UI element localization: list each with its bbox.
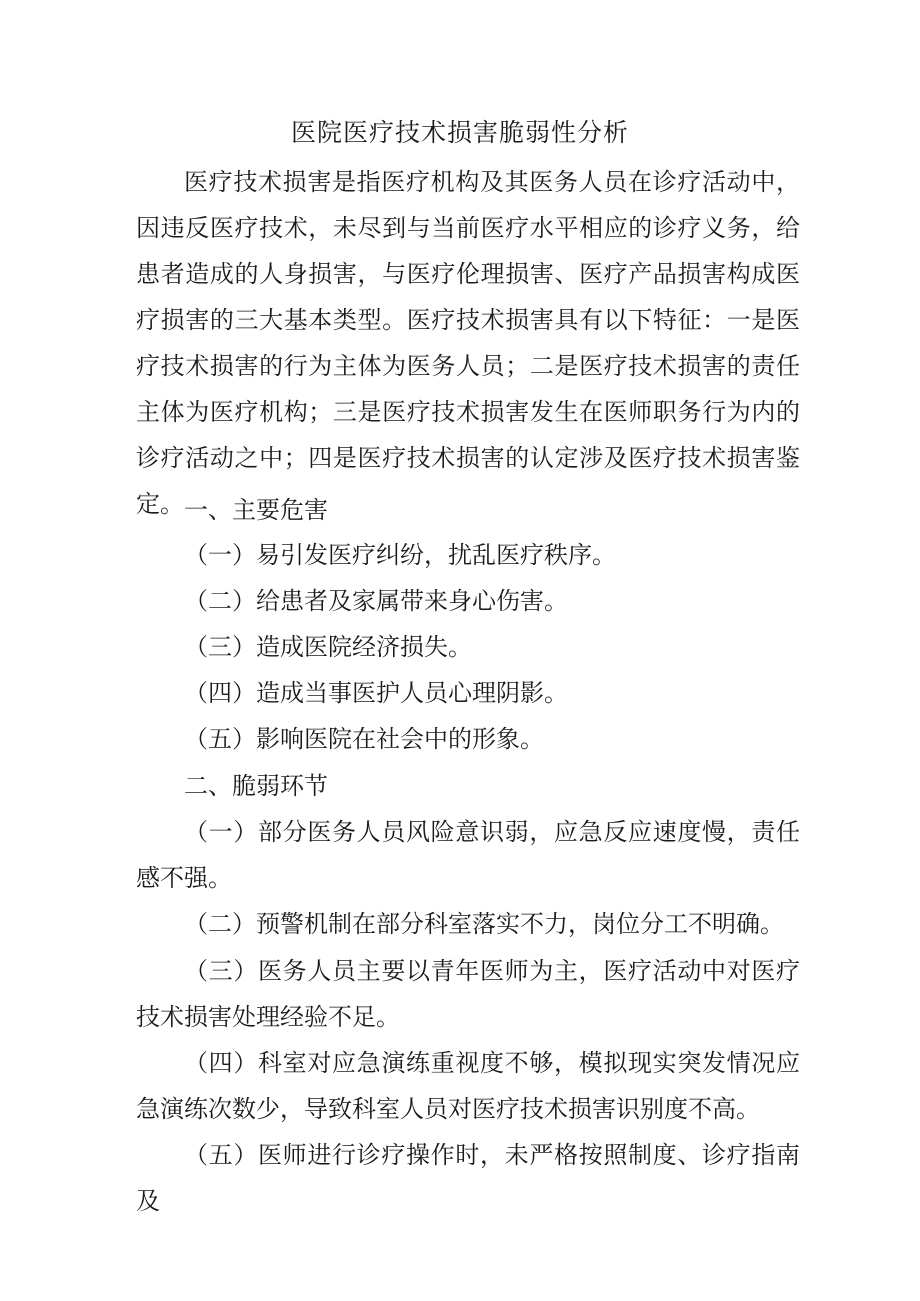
hazard-item-5: （五）影响医院在社会中的形象。 [184,725,544,753]
weakness-item-3: （三）医务人员主要以青年医师为主，医疗活动中对医疗技术损害处理经验不足。 [136,957,800,1031]
hazard-item-4: （四）造成当事医护人员心理阴影。 [184,679,568,707]
hazard-item-3: （三）造成医院经济损失。 [184,633,472,661]
hazard-item-1: （一）易引发医疗纠纷，扰乱医疗秩序。 [184,541,616,569]
weakness-item-5: （五）医师进行诊疗操作时，未严格按照制度、诊疗指南及 [136,1141,800,1215]
section-heading-hazards: 一、主要危害 [184,496,328,524]
hazard-item-2: （二）给患者及家属带来身心伤害。 [184,587,568,615]
weakness-item-1: （一）部分医务人员风险意识弱，应急反应速度慢，责任感不强。 [136,818,800,892]
weakness-item-2: （二）预警机制在部分科室落实不力，岗位分工不明确。 [184,910,784,938]
weakness-item-4: （四）科室对应急演练重视度不够，模拟现实突发情况应急演练次数少，导致科室人员对医疗技术损害识别度不高。 [136,1049,800,1123]
section-heading-weaknesses: 二、脆弱环节 [184,772,328,800]
document-title: 医院医疗技术损害脆弱性分析 [290,118,629,147]
intro-paragraph: 医疗技术损害是指医疗机构及其医务人员在诊疗活动中，因违反医疗技术，未尽到与当前医疗水平相应的诊疗义务，给患者造成的人身损害，与医疗伦理损害、医疗产品损害构成医疗损害的三大基本类型。医疗技术损害具有以下特征：一是医疗技术损害的行为主体为医务人员；二是医疗技术损害的责任主体为医疗机构；三是医疗技术损害发生在医师职务行为内的诊疗活动之中；四是医疗技术损害的认定涉及医疗技术损害鉴定。 [136,168,800,518]
